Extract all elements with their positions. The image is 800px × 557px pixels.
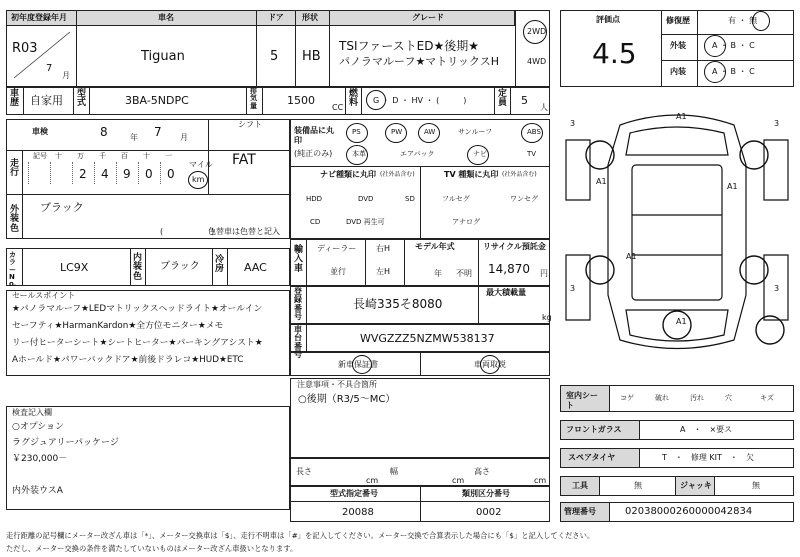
color-no-value: LC9X [60, 261, 89, 274]
sales-line: リー付ヒーターシート★シートヒーター★パーキングアシスト★ [12, 338, 263, 348]
shape-label: 形状 [302, 13, 318, 22]
divider [365, 239, 366, 286]
sales-line: Aホールド★パワーバックドア★前後ドラレコ★HUD★ETC [12, 355, 244, 365]
height-label: 高さ [474, 467, 490, 476]
divider [661, 10, 662, 87]
equipment-circle [521, 123, 543, 143]
ext-color-note: 色替車は色替と記入 [208, 227, 280, 236]
dealer: ディーラー [317, 244, 357, 253]
int-color-label: 内装色 [133, 253, 143, 282]
max-load-label: 最大積載量 [486, 288, 526, 297]
equipment-item: エアバック [400, 150, 435, 158]
type-label: 型式 [77, 89, 87, 109]
odometer-digit: 9 [123, 167, 131, 181]
divider [22, 150, 23, 239]
windshield-label: フロントガラス [566, 425, 622, 434]
spare-value: T ・ 修理 KIT ・ 欠 [662, 453, 754, 462]
divider [6, 194, 290, 195]
grade-label: グレード [412, 13, 444, 22]
tv-item: ワンセグ [510, 195, 538, 203]
divider [329, 10, 330, 87]
recycle-label: リサイクル預託金 [483, 242, 546, 251]
divider [262, 87, 263, 115]
equipment-circle [346, 145, 368, 165]
ac-value: AAC [244, 261, 267, 274]
equipment-item: ABS [527, 128, 541, 136]
type-cert-label: 型式指定番号 [330, 489, 378, 498]
repair-circle [752, 11, 770, 31]
tools-label: 工具 [572, 481, 588, 490]
inspector-line: 内外装ウスA [12, 486, 63, 496]
interior-options: A ・ B ・ C [712, 67, 755, 76]
inspector-line: ラグジュアリーパッケージ [12, 438, 119, 448]
shift-label: シフト [238, 120, 262, 129]
divider [208, 119, 209, 194]
repair-label: 修復歴 [666, 16, 690, 25]
jack-value: 無 [752, 481, 760, 490]
odometer-digit: 0 [145, 167, 153, 181]
doors-label: ドア [268, 13, 284, 22]
model-year-label: モデル年式 [415, 242, 455, 251]
divider [515, 10, 516, 87]
digit-label: 百 [121, 152, 128, 160]
equipment-item: PS [352, 128, 361, 136]
seat-item: コゲ [620, 394, 634, 402]
notes-label: 注意事項・不具合箇所 [297, 380, 377, 389]
month-unit: 月 [62, 71, 70, 80]
spare-label: スペアタイヤ [568, 453, 616, 462]
footer-note-1: 走行距離の記号欄にメーター改ざん車は「*」、メーター交換車は「$」、走行不明車は「#」を記入してください。メーター交換で合算表示した場合にも「$」と記入してください。 [6, 531, 595, 540]
divider [420, 352, 421, 376]
drive-2wd: 2WD [527, 27, 547, 36]
right-hand: 右H [376, 244, 391, 253]
sales-label: セールスポイント [12, 291, 76, 300]
divider [89, 87, 90, 115]
capacity-value: 5 [521, 94, 528, 107]
notes-value: ○後期（R3/5～MC） [298, 394, 396, 405]
parallel: 並行 [330, 267, 346, 276]
divider [697, 10, 698, 87]
divider [212, 248, 213, 286]
cc-unit: CC [332, 103, 344, 112]
divider [295, 10, 296, 87]
equipment-circle [385, 123, 407, 143]
tv-item: アナログ [452, 218, 480, 226]
divider [661, 60, 794, 61]
odometer-digit: 2 [79, 167, 87, 181]
tv-sublabel: (社外品含む) [502, 171, 537, 178]
equipment-item: サンルーフ [458, 128, 493, 136]
ext-color-value: ブラック [40, 201, 84, 214]
inspection-label: 車検 [32, 127, 48, 136]
equipment-item: ナビ [473, 150, 487, 158]
divider [306, 286, 307, 324]
seat-item: 汚れ [690, 394, 704, 402]
fuel-options: G ・ D ・ HV ・ ( ) [373, 96, 467, 105]
damage-a1: A1 [727, 182, 738, 191]
digit-cell [28, 162, 50, 184]
exterior-options: A ・ B ・ C [712, 41, 755, 50]
year-unit: 年 [130, 133, 138, 142]
tire-label: 3 [774, 119, 780, 128]
divider [246, 87, 247, 115]
doors-value: 5 [270, 49, 279, 64]
divider [478, 239, 479, 286]
seat-item: キズ [760, 394, 774, 402]
recycle-value: 14,870 [488, 262, 530, 276]
name-label: 車名 [158, 13, 174, 22]
equip-sublabel: (純正のみ) [294, 149, 333, 158]
notes-block [290, 378, 550, 458]
navi-sublabel: (社外品含む) [380, 171, 415, 178]
repair-options: 有 ・ 無 [728, 16, 758, 25]
equipment-item: AW [424, 128, 436, 136]
divider [494, 87, 495, 115]
chassis-value: WVGZZZ5NZMW538137 [360, 332, 495, 345]
divider [661, 34, 794, 35]
drive-4wd: 4WD [527, 57, 547, 66]
equipment-circle [418, 123, 440, 143]
chassis-label: 車台番号 [294, 325, 302, 360]
car-name: Tiguan [141, 49, 185, 64]
divider [73, 87, 74, 115]
odometer-digit: 0 [167, 167, 175, 181]
inspector-line: ○オプション [12, 422, 65, 432]
divider [306, 239, 307, 286]
interior-label: 内装 [670, 67, 686, 76]
capacity-label: 定員 [498, 89, 508, 109]
damage-a1: A1 [596, 177, 607, 186]
sales-line: セーフティ★HarmanKardon★全方位モニター★メモ [12, 321, 224, 331]
digit-label: 万 [77, 152, 84, 160]
tire-label: 3 [570, 119, 576, 128]
score-label: 評価点 [596, 15, 620, 24]
kg-unit: kg [542, 313, 552, 322]
equipment-item: TV [527, 150, 537, 158]
class-no-label: 類別区分番号 [462, 489, 510, 498]
class-no-value: 0002 [476, 507, 502, 518]
fuel-circle [366, 90, 386, 110]
sales-line: ★パノラマルーフ★LEDマトリックスヘッドライト★オールイン [12, 304, 263, 314]
car-diagram [560, 95, 794, 375]
vehicle-manual: 車両取説 [474, 360, 506, 369]
first-reg-month: 7 [46, 63, 53, 74]
digit-label: 一 [165, 152, 172, 160]
tire-label: 3 [774, 284, 780, 293]
height-cm: cm [534, 476, 547, 485]
inspector-line: ￥230,000－ [12, 454, 68, 464]
grade-line1: TSIファーストED★後期★ [339, 39, 479, 53]
damage-a1: A1 [676, 317, 687, 326]
navi-label: ナビ種類に丸印 [320, 170, 376, 179]
seat-label: 室内シート [566, 391, 598, 410]
damage-a1: A1 [626, 252, 637, 261]
digit-label: 記号 [33, 152, 47, 160]
tv-item: フルセグ [442, 195, 470, 203]
equipment-circle [346, 123, 368, 143]
km-unit: km [192, 175, 205, 184]
divider [420, 486, 421, 522]
type-value: 3BA-5NDPC [125, 94, 189, 107]
inspection-month: 7 [154, 125, 162, 139]
navi-item: CD [310, 218, 321, 226]
equipment-circle [467, 145, 489, 165]
navi-item: SD [405, 195, 415, 203]
inspection-year: 8 [100, 125, 108, 139]
size-block [290, 458, 550, 486]
digit-cell [50, 162, 72, 184]
displacement-value: 1500 [287, 94, 315, 107]
color-no-label: カラーNo. [9, 251, 17, 289]
registration-value: 長崎335そ8080 [353, 297, 443, 311]
length-cm: cm [366, 476, 379, 485]
mgmt-value: 02038000260000042834 [625, 506, 753, 517]
jack-label: ジャッキ [680, 481, 712, 490]
equipment-item: 本革 [352, 150, 366, 158]
first-reg-year: R03 [12, 41, 38, 56]
shift-value: FAT [232, 152, 256, 168]
width-cm: cm [452, 476, 465, 485]
divider [404, 239, 405, 286]
footer-note-2: ただし、メーター交換の条件を満たしていないものはメーター改ざん車扱いとなります。 [6, 544, 298, 553]
divider [6, 150, 290, 151]
inspector-label: 検査記入欄 [12, 408, 52, 417]
displacement-label: 排気量 [250, 87, 257, 110]
row2 [6, 87, 550, 115]
fuel-label: 燃料 [349, 89, 359, 109]
tire-label: 3 [570, 284, 576, 293]
mile-label: マイル [189, 160, 213, 169]
score-value: 4.5 [592, 37, 637, 70]
month-unit: 月 [180, 133, 188, 142]
int-color-value: ブラック [160, 261, 200, 272]
divider [510, 87, 511, 115]
import-label: 輸入車 [294, 245, 304, 274]
damage-a1: A1 [676, 112, 687, 121]
person-unit: 人 [540, 103, 548, 112]
divider [23, 87, 24, 115]
yen-unit: 円 [540, 269, 548, 278]
shape-value: HB [302, 49, 321, 64]
divider [145, 248, 146, 286]
width-label: 幅 [390, 467, 398, 476]
registration-label: 登録番号 [294, 287, 302, 322]
model-year-unknown: 不明 [456, 269, 472, 278]
navi-item: DVD [358, 195, 374, 203]
mileage-label: 走行 [10, 159, 20, 179]
exterior-label: 外装 [670, 41, 686, 50]
ext-color-label: 外装色 [10, 205, 20, 234]
type-cert-value: 20088 [342, 507, 374, 518]
model-year-unit: 年 [434, 269, 442, 278]
left-hand: 左H [376, 267, 391, 276]
interior-circle [704, 61, 726, 83]
new-car-warranty: 新車保証書 [338, 360, 378, 369]
digit-label: 十 [143, 152, 150, 160]
navi-item: DVD 再生可 [346, 218, 385, 226]
slash-line [10, 28, 74, 84]
seat-item: 穴 [725, 394, 732, 402]
divider [256, 10, 257, 87]
tv-label: TV 種類に丸印 [444, 170, 499, 179]
divider [345, 87, 346, 115]
history-label: 車歴 [10, 89, 20, 109]
tools-value: 無 [634, 481, 642, 490]
grade-line2: パノラマルーフ★マトリックスH [339, 55, 500, 68]
first-reg-label: 初年度登録年月 [11, 13, 67, 22]
ext-color-paren: ( ) [160, 227, 215, 236]
seat-item: 破れ [655, 394, 669, 402]
divider [420, 166, 421, 239]
digit-label: 千 [99, 152, 106, 160]
windshield-value: A ・ ×要ス [680, 425, 733, 434]
odometer-digit: 4 [101, 167, 109, 181]
digit-label: 十 [55, 152, 62, 160]
divider [22, 248, 23, 286]
divider [130, 248, 131, 286]
mgmt-label: 管理番号 [564, 507, 596, 516]
exterior-circle [704, 35, 726, 57]
divider [478, 286, 479, 324]
equipment-item: PW [391, 128, 403, 136]
divider [227, 248, 228, 286]
ac-label: 冷房 [215, 255, 225, 275]
navi-item: HDD [306, 195, 323, 203]
history-value: 自家用 [30, 94, 63, 107]
divider [76, 10, 77, 87]
equip-label: 装備品に丸印 [294, 126, 334, 145]
length-label: 長さ [296, 467, 312, 476]
divider [306, 324, 307, 352]
divider [361, 87, 362, 115]
